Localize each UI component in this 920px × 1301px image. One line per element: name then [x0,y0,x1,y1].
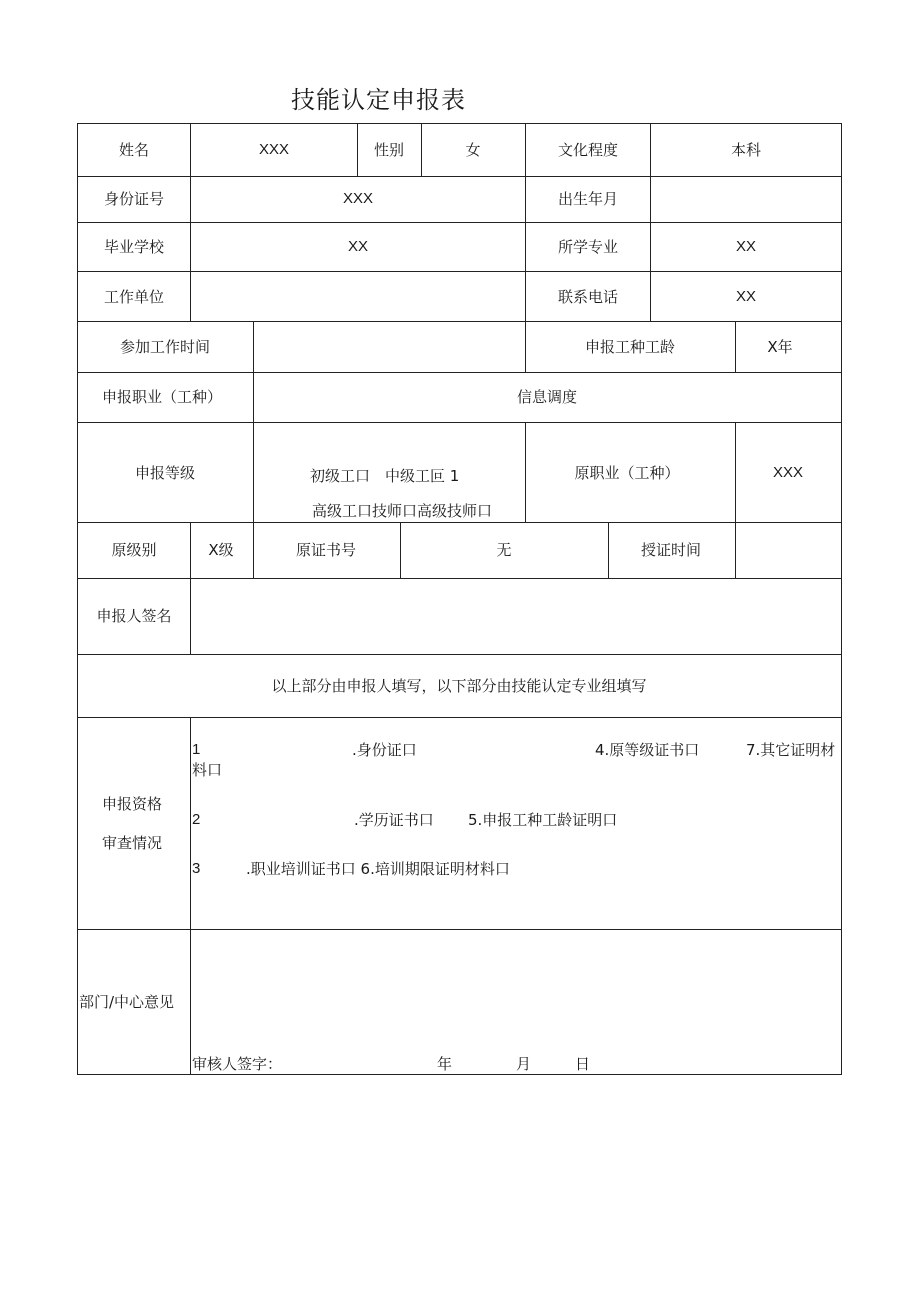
cell-divider [525,321,526,372]
cell-divider [421,123,422,176]
qualification-label-line1: 申报资格 [101,795,163,813]
cell-divider [735,422,736,522]
qualification-item-other-proof[interactable]: 7.其它证明材 [746,741,836,759]
phone-field[interactable]: XX [735,288,757,305]
cell-divider [525,123,526,176]
id-number-field[interactable]: XXX [342,190,374,207]
cell-divider [400,522,401,578]
section-divider-note: 以上部分由申报人填写，以下部分由技能认定专业组填写 [271,677,647,695]
occupation-label: 申报职业（工种） [101,388,223,406]
original-occupation-label: 原职业（工种） [574,464,680,482]
qualification-item-other-proof-cont: 料口 [192,761,223,779]
school-field[interactable]: XX [347,238,369,255]
cell-divider [357,123,358,176]
qualification-label-line2: 审查情况 [101,834,163,852]
cell-divider [253,522,254,578]
cell-divider [525,422,526,522]
cell-divider [735,321,736,372]
department-opinion-label: 部门/中心意见 [79,993,175,1011]
cell-divider [650,176,651,321]
row-divider [77,717,842,718]
seniority-label: 申报工种工龄 [584,338,676,356]
original-cert-field[interactable]: 无 [496,541,512,559]
page-title: 技能认定申报表 [291,86,466,114]
cell-divider [190,929,191,1074]
row-divider [77,271,842,272]
row-divider [77,422,842,423]
review-year-label: 年 [437,1055,453,1073]
qualification-item-seniority-proof[interactable]: 5.申报工种工龄证明口 [468,811,618,829]
qualification-item-diploma[interactable]: .学历证书口 [354,811,434,829]
phone-label: 联系电话 [557,288,619,306]
row-divider [77,929,842,930]
table-border-bottom [77,1074,842,1075]
row-divider [77,372,842,373]
cell-divider [253,321,254,372]
row-divider [77,176,842,177]
cell-divider [253,422,254,522]
cell-divider [190,717,191,929]
original-cert-label: 原证书号 [295,541,357,559]
qualification-item-id-card[interactable]: .身份证口 [352,741,417,759]
employer-label: 工作单位 [103,288,165,306]
gender-label: 性别 [373,141,405,159]
qualification-item-training-cert[interactable]: .职业培训证书口 6.培训期限证明材料口 [246,860,510,878]
qualification-item-original-cert[interactable]: 4.原等级证书口 [595,741,700,759]
row-divider [77,578,842,579]
major-field[interactable]: XX [735,238,757,255]
original-level-field[interactable]: X级 [208,541,234,559]
cell-divider [190,123,191,176]
cell-divider [650,123,651,176]
work-start-label: 参加工作时间 [119,338,211,356]
gender-field[interactable]: 女 [465,141,481,159]
level-options-line2[interactable]: 高级工口技师口高级技师口 [312,502,493,520]
qualification-number-3: 3 [192,860,201,877]
education-label: 文化程度 [557,141,619,159]
seniority-field[interactable]: X年 [767,338,793,356]
review-day-label: 日 [575,1055,591,1073]
school-label: 毕业学校 [103,238,165,256]
qualification-number-2: 2 [192,811,201,828]
cert-date-label: 授证时间 [640,541,702,559]
occupation-field[interactable]: 信息调度 [516,388,578,406]
major-label: 所学专业 [557,238,619,256]
name-label: 姓名 [118,141,150,159]
birth-date-label: 出生年月 [557,190,619,208]
id-number-label: 身份证号 [103,190,165,208]
cell-divider [608,522,609,578]
cell-divider [253,372,254,422]
applicant-signature-label: 申报人签名 [96,607,172,625]
row-divider [77,654,842,655]
level-options-line1[interactable]: 初级工口 中级工叵 1 [310,467,460,485]
row-divider [77,321,842,322]
qualification-number-1: 1 [192,741,201,758]
table-border-top [77,123,842,124]
row-divider [77,222,842,223]
reviewer-signature-label: 审核人签字： [192,1055,283,1073]
education-field[interactable]: 本科 [730,141,762,159]
cell-divider [525,176,526,321]
cell-divider [190,578,191,654]
original-occupation-field[interactable]: XXX [772,464,804,481]
level-label: 申报等级 [134,464,196,482]
table-border-left [77,123,78,1075]
cell-divider [190,176,191,321]
cell-divider [735,522,736,578]
row-divider [77,522,842,523]
original-level-label: 原级别 [111,541,157,559]
review-month-label: 月 [516,1055,532,1073]
name-field[interactable]: XXX [258,141,290,158]
cell-divider [190,522,191,578]
table-border-right [841,123,842,1075]
